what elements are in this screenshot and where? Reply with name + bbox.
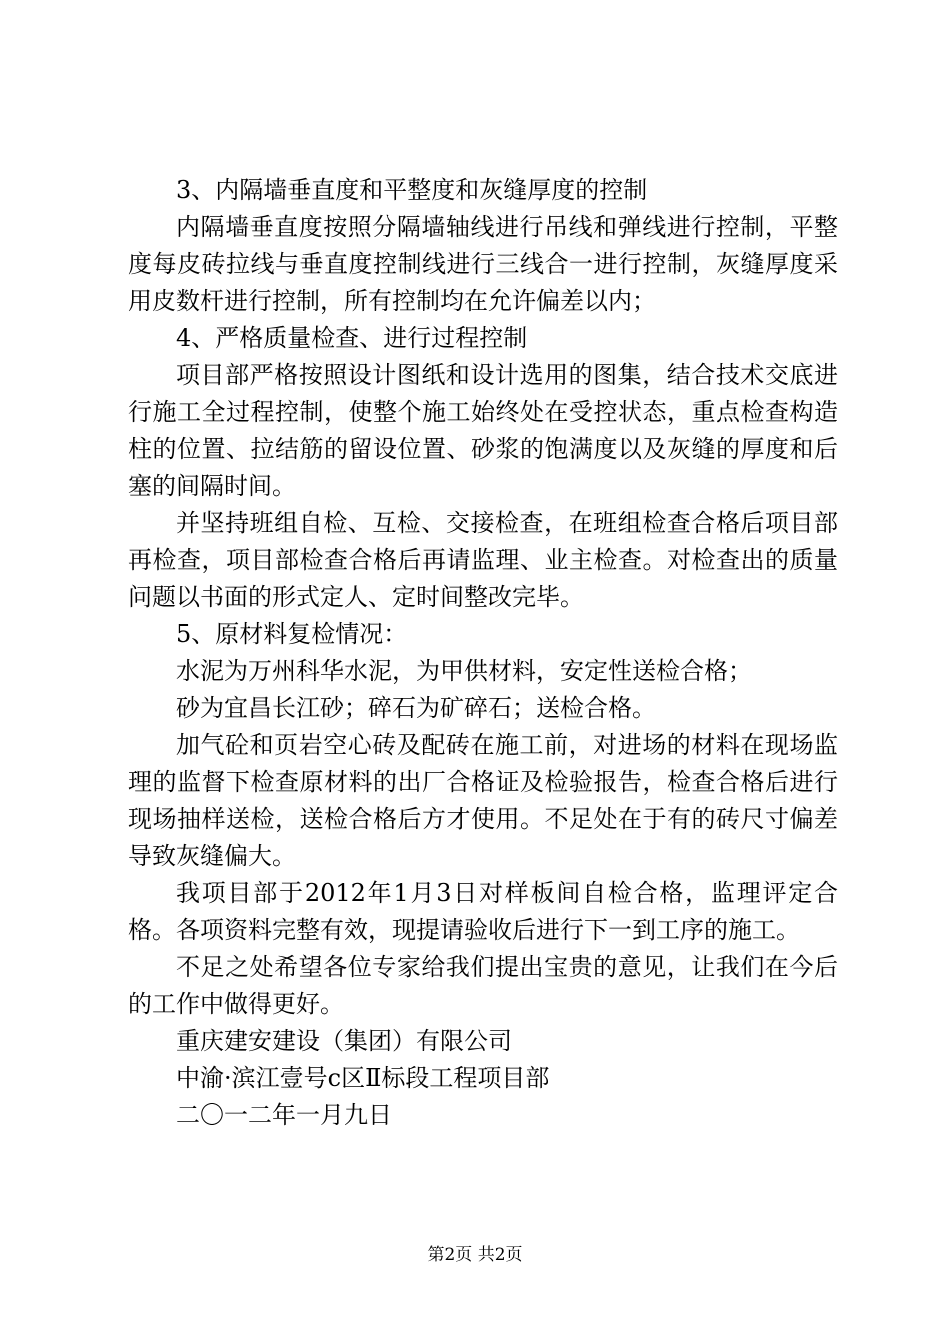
document-body — [128, 172, 838, 1134]
section-heading-5: 5、原材料复检情况： — [176, 620, 408, 648]
signature-project-dept: 中渝·滨江壹号c区Ⅱ标段工程项目部 — [176, 1064, 550, 1092]
paragraph-bricks: 加气砼和页岩空心砖及配砖在施工前，对进场的材料在现场监理的监督下检查原材料的出厂合格证及检验报告，检查合格后进行现场抽样送检，送检合格后方才使用。不足处在于有的砖尺寸偏差导致灰缝偏大。 — [128, 731, 838, 870]
paragraph-wall-control: 内隔墙垂直度按照分隔墙轴线进行吊线和弹线进行控制，平整度每皮砖拉线与垂直度控制线进行三线合一进行控制，灰缝厚度采用皮数杆进行控制，所有控制均在允许偏差以内； — [128, 213, 838, 315]
paragraph-acceptance: 我项目部于2012年1月3日对样板间自检合格，监理评定合格。各项资料完整有效，现提请验收后进行下一到工序的施工。 — [128, 879, 838, 944]
paragraph-self-inspection: 并坚持班组自检、互检、交接检查，在班组检查合格后项目部再检查，项目部检查合格后再请监理、业主检查。对检查出的质量问题以书面的形式定人、定时间整改完毕。 — [128, 509, 838, 611]
paragraph-closing: 不足之处希望各位专家给我们提出宝贵的意见，让我们在今后的工作中做得更好。 — [128, 953, 838, 1018]
section-heading-3: 3、内隔墙垂直度和平整度和灰缝厚度的控制 — [176, 176, 648, 204]
signature-company: 重庆建安建设（集团）有限公司 — [176, 1027, 512, 1055]
line-sand: 砂为宜昌长江砂；碎石为矿碎石；送检合格。 — [176, 694, 656, 722]
signature-date: 二〇一二年一月九日 — [176, 1101, 392, 1129]
section-heading-4: 4、严格质量检查、进行过程控制 — [176, 324, 528, 352]
paragraph-process-control: 项目部严格按照设计图纸和设计选用的图集，结合技术交底进行施工全过程控制，使整个施工始终处在受控状态，重点检查构造柱的位置、拉结筋的留设位置、砂浆的饱满度以及灰缝的厚度和后塞的间隔时间。 — [128, 361, 838, 500]
line-cement: 水泥为万州科华水泥，为甲供材料，安定性送检合格； — [176, 657, 752, 685]
page-footer: 第2页 共2页 — [427, 1245, 523, 1265]
